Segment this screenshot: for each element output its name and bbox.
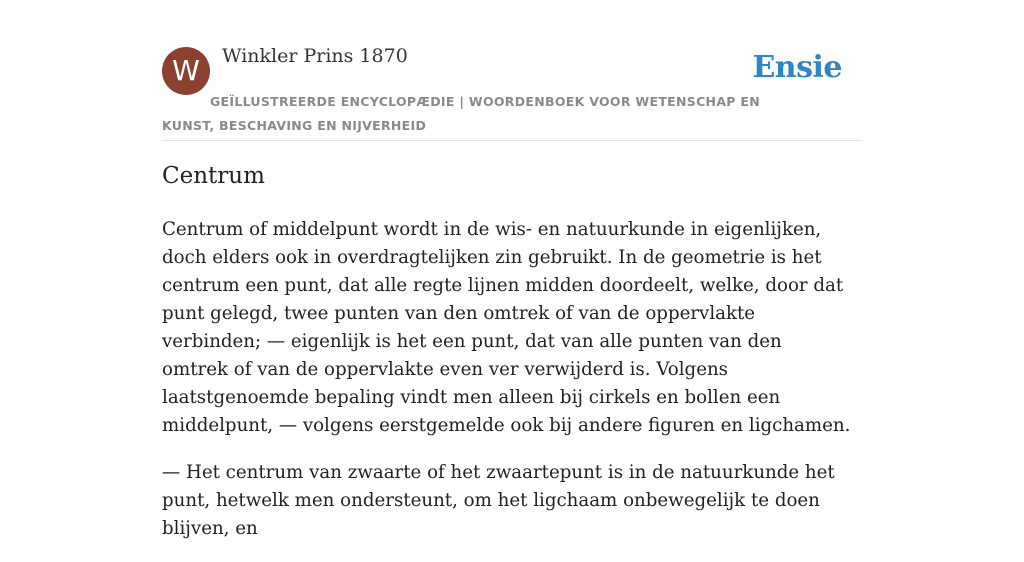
source-subtitle: GEÏLLUSTREERDE ENCYCLOPÆDIE | WOORDENBOEK VOOR WETENSCHAP EN KUNST, BESCHAVING EN NIJVERHEID bbox=[162, 94, 760, 133]
article-paragraph: Centrum of middelpunt wordt in de wis- en natuurkunde in eigenlijken, doch elders ook in overdragtelijken zin gebruikt. In de geometrie is het centrum een punt, dat alle regte lijnen midden doordeelt, welke, door dat punt gelegd, twee punten van den omtrek of van de oppervlakte verbinden; — eigenlijk is het een punt, dat van alle punten van den omtrek of van de oppervlakte even ver verwijderd is. Volgens laatstgenoemde bepaling vindt men alleen bij cirkels en bollen een middelpunt, — volgens eerstgemelde ook bij andere figuren en ligchamen. bbox=[162, 219, 851, 436]
page bbox=[162, 0, 862, 539]
source-header bbox=[162, 0, 862, 141]
article-title: Centrum bbox=[162, 163, 265, 189]
article-paragraph: — Het centrum van zwaarte of het zwaartepunt is in de natuurkunde het punt, hetwelk men ondersteunt, om het ligchaam onbewegelijk te doen blijven, en bbox=[162, 462, 835, 539]
article-body bbox=[162, 216, 852, 562]
brand-logo[interactable]: Ensie bbox=[752, 50, 842, 85]
source-avatar[interactable]: W bbox=[162, 47, 210, 95]
source-title[interactable]: Winkler Prins 1870 bbox=[222, 45, 408, 67]
